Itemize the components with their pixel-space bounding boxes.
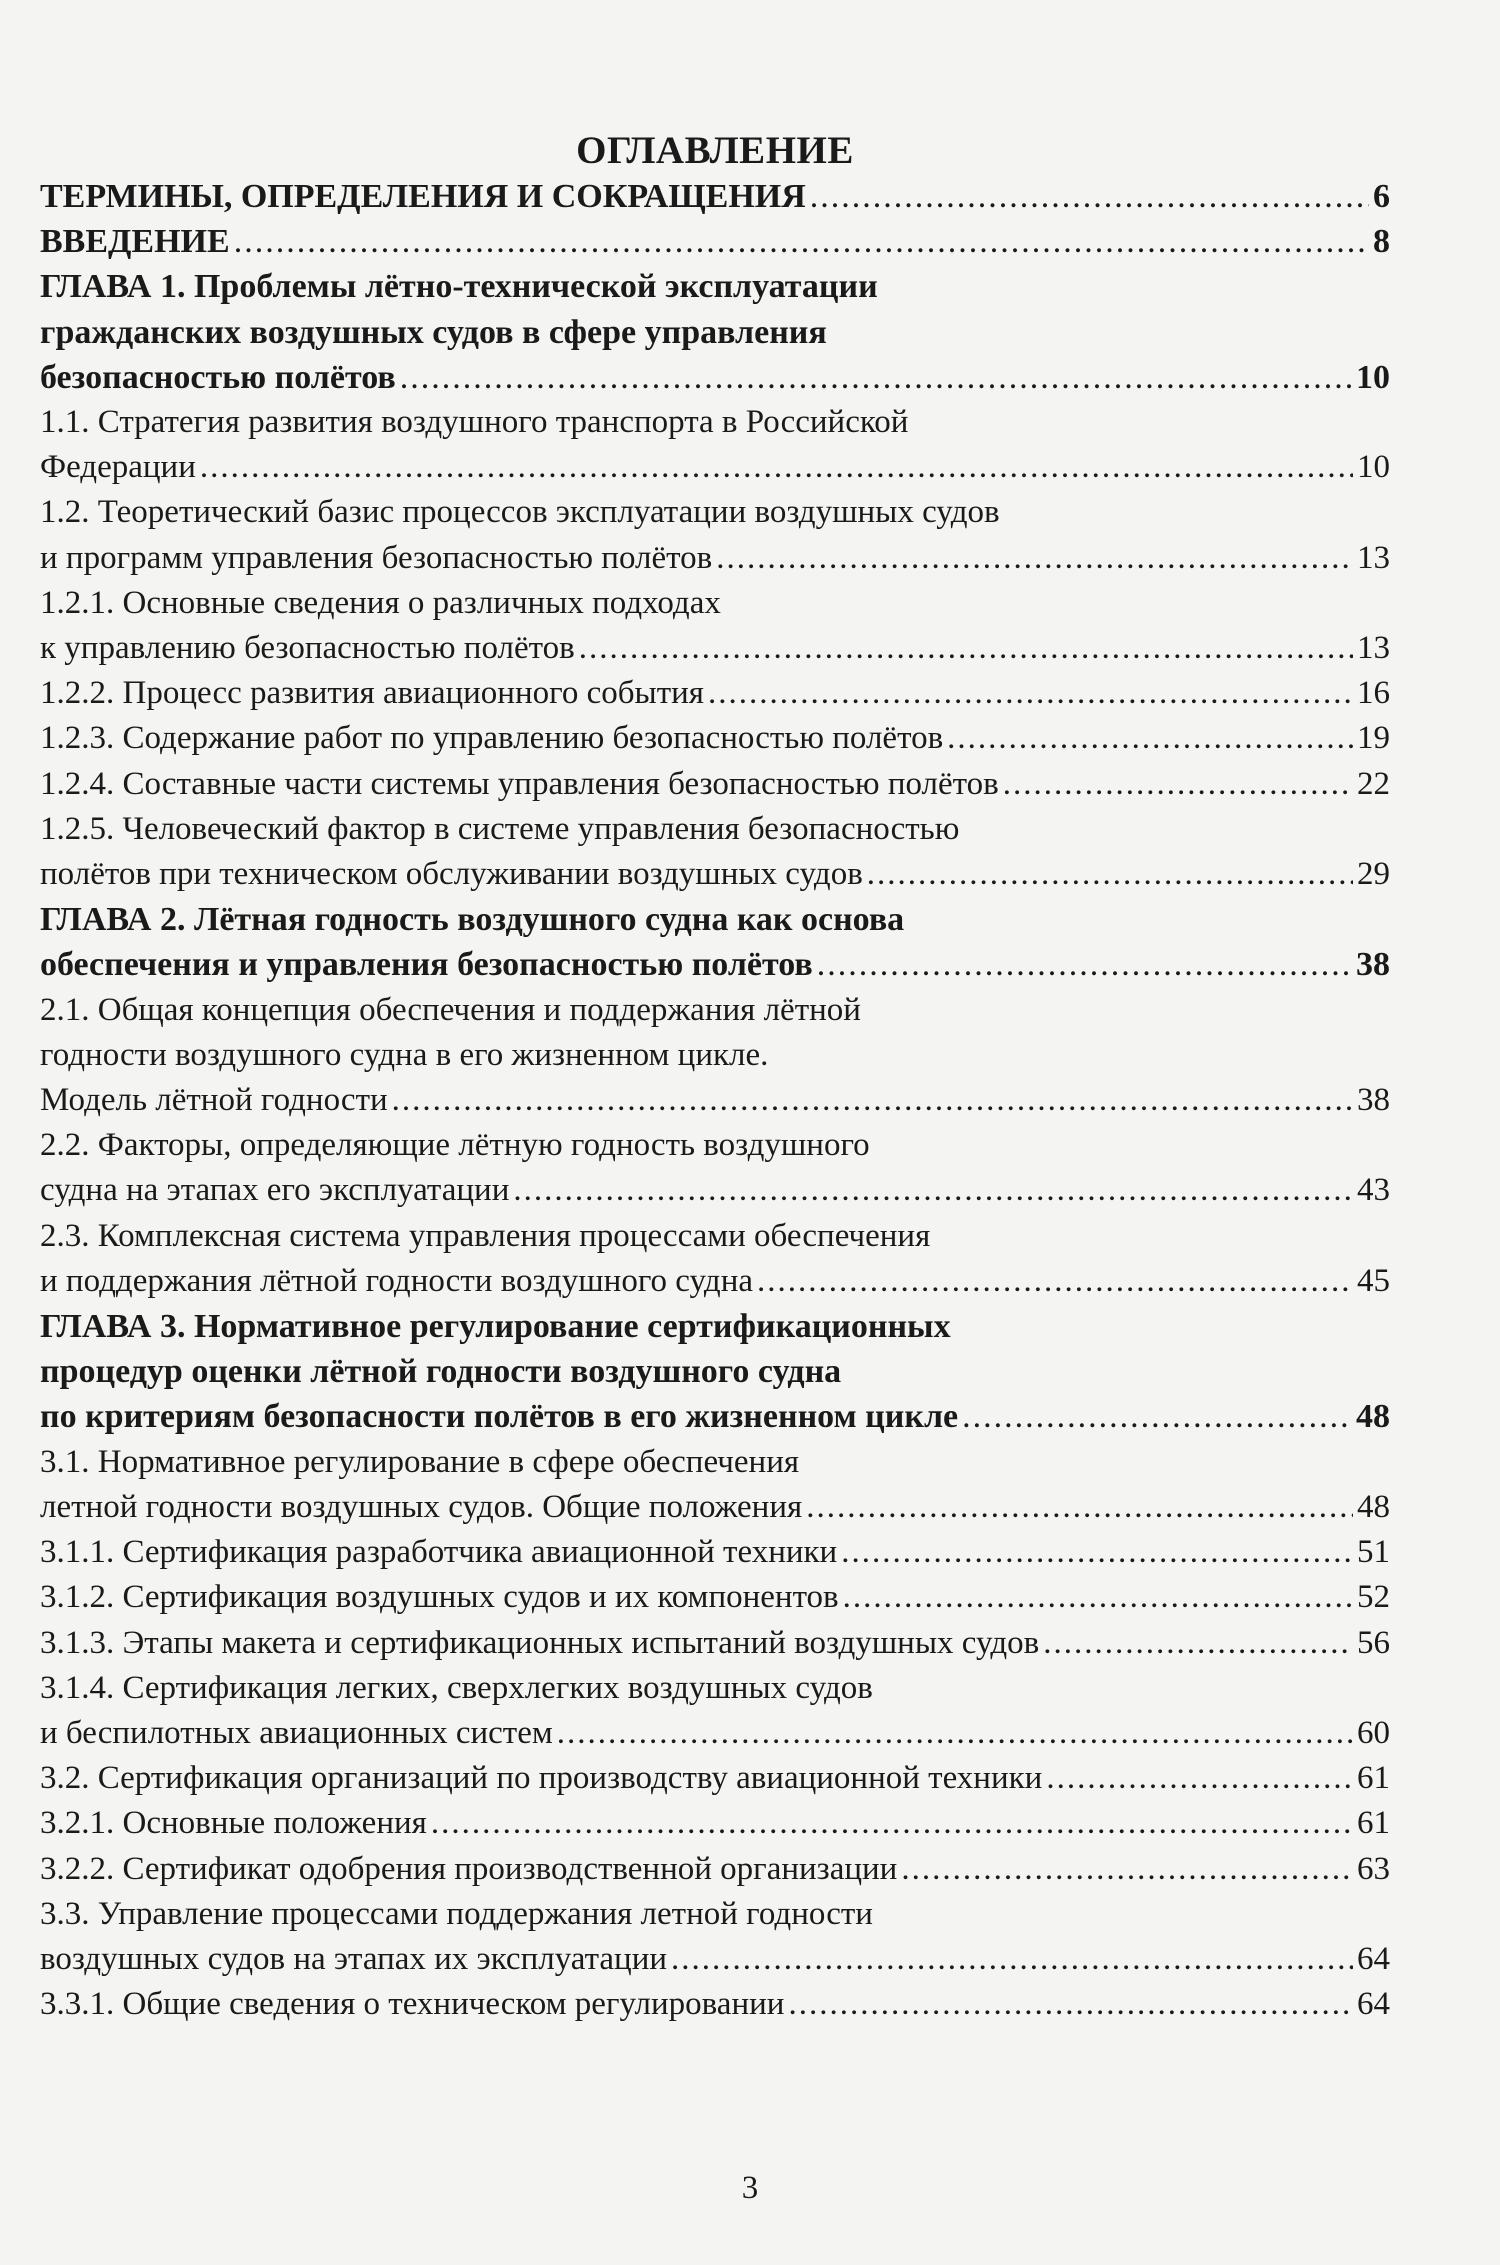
toc-entry-text-line: 1.2.3. Содержание работ по управлению безопасностью полётов: [40, 720, 944, 757]
dot-leader: [1046, 1756, 1353, 1801]
toc-entry-text-line: 3.3.1. Общие сведения о техническом регулировании: [40, 1986, 785, 2023]
toc-entry-leader-row: [40, 1847, 1390, 1892]
toc-entry[interactable]: [40, 490, 1390, 580]
toc-entry-page-number: 61: [1357, 1760, 1390, 1797]
dot-leader: [947, 716, 1353, 761]
toc-entry[interactable]: [40, 1304, 1390, 1440]
toc-entry-leader-row: [40, 219, 1390, 264]
toc-entry-leader-row: [40, 445, 1390, 490]
dot-leader: [579, 626, 1353, 671]
toc-entry-leader-row: [40, 536, 1390, 581]
toc-entry-text-line: воздушных судов на этапах их эксплуатации: [40, 1940, 668, 1977]
toc-entry-page-number: 38: [1356, 946, 1390, 984]
toc-entry-page-number: 56: [1357, 1624, 1390, 1661]
dot-leader: [557, 1711, 1353, 1756]
toc-entry-page-number: 64: [1357, 1986, 1390, 2023]
toc-entry-leader-row: [40, 716, 1390, 761]
dot-leader: [716, 536, 1353, 581]
toc-entry-text-line: гражданских воздушных судов в сфере управления: [40, 313, 827, 351]
toc-entry-page-number: 10: [1356, 358, 1390, 396]
toc-entry[interactable]: [40, 1621, 1390, 1666]
toc-entry-leader-row: [40, 1982, 1390, 2027]
toc-entry-text-line: 1.2.2. Процесс развития авиационного события: [40, 675, 704, 712]
page-title: ОГЛАВЛЕНИЕ: [576, 129, 854, 172]
toc-entry[interactable]: [40, 1214, 1390, 1304]
toc-entry-page-number: 10: [1357, 449, 1390, 486]
toc-entry-text-line: 2.1. Общая концепция обеспечения и поддержания лётной: [40, 991, 861, 1028]
toc-entry-page-number: 16: [1357, 675, 1390, 712]
toc-entry[interactable]: [40, 264, 1390, 400]
toc-entry-page-number: 60: [1357, 1714, 1390, 1751]
toc-entry-text-line: и беспилотных авиационных систем: [40, 1714, 553, 1751]
toc-entry-page-number: 48: [1356, 1398, 1390, 1436]
toc-entry[interactable]: [40, 1530, 1390, 1575]
toc-entry-page-number: 51: [1357, 1534, 1390, 1571]
toc-entry-text-line: 3.1.3. Этапы макета и сертификационных испытаний воздушных судов: [40, 1624, 1040, 1661]
dot-leader: [1043, 1621, 1353, 1666]
toc-entry-leader-row: [40, 1259, 1390, 1304]
dot-leader: [431, 1801, 1353, 1846]
toc-entry-leader-row: [40, 671, 1390, 716]
toc-entry-page-number: 8: [1373, 223, 1390, 261]
toc-entry-text-line: к управлению безопасностью полётов: [40, 630, 575, 667]
dot-leader: [788, 1982, 1353, 2027]
toc-entry-text-line: 3.1.1. Сертификация разработчика авиационной техники: [40, 1534, 838, 1571]
toc-page: [40, 128, 1390, 2027]
toc-entry[interactable]: [40, 988, 1390, 1124]
toc-entry-text-line: 1.2.1. Основные сведения о различных подходах: [40, 584, 721, 621]
toc-entry-text-line: ГЛАВА 3. Нормативное регулирование сертификационных: [40, 1308, 951, 1346]
toc-entry-leader-row: [40, 1168, 1390, 1213]
toc-entry[interactable]: [40, 1756, 1390, 1801]
dot-leader: [901, 1847, 1353, 1892]
toc-entry[interactable]: [40, 1801, 1390, 1846]
toc-entry[interactable]: [40, 581, 1390, 671]
toc-entry-text-line: по критериям безопасности полётов в его жизненном цикле: [40, 1398, 959, 1436]
toc-entry-text-line: 3.2.2. Сертификат одобрения производственной организации: [40, 1850, 898, 1887]
dot-leader: [817, 942, 1352, 987]
toc-entry-text-line: полётов при техническом обслуживании воздушных судов: [40, 856, 863, 893]
toc-entry-leader-row: [40, 1394, 1390, 1439]
toc-entry-leader-row: [40, 174, 1390, 219]
toc-entry-text-line: 3.1. Нормативное регулирование в сфере обеспечения: [40, 1443, 800, 1480]
toc-entry-text-line: 3.1.2. Сертификация воздушных судов и их компонентов: [40, 1579, 839, 1616]
toc-list: [40, 174, 1390, 2027]
toc-entry-text-line: Модель лётной годности: [40, 1082, 388, 1119]
toc-entry-page-number: 19: [1357, 720, 1390, 757]
dot-leader: [843, 1575, 1353, 1620]
toc-entry[interactable]: [40, 671, 1390, 716]
toc-entry-leader-row: [40, 1756, 1390, 1801]
toc-entry-text-line: 1.1. Стратегия развития воздушного транспорта в Российской: [40, 404, 909, 441]
toc-entry-leader-row: [40, 762, 1390, 807]
toc-entry-text-line: и программ управления безопасностью полётов: [40, 539, 713, 576]
toc-entry-page-number: 22: [1357, 765, 1390, 802]
dot-leader: [513, 1168, 1353, 1213]
toc-entry-page-number: 43: [1357, 1172, 1390, 1209]
toc-entry-text-line: безопасностью полётов: [40, 358, 396, 396]
dot-leader: [867, 852, 1353, 897]
toc-entry-text-line: ТЕРМИНЫ, ОПРЕДЕЛЕНИЯ И СОКРАЩЕНИЯ: [40, 178, 806, 215]
toc-entry-text-line: летной годности воздушных судов. Общие положения: [40, 1488, 803, 1525]
dot-leader: [392, 1078, 1353, 1123]
toc-entry-leader-row: [40, 1711, 1390, 1756]
toc-entry-text-line: ВВЕДЕНИЕ: [40, 223, 230, 261]
dot-leader: [841, 1530, 1353, 1575]
toc-entry-leader-row: [40, 1485, 1390, 1530]
toc-entry-text-line: обеспечения и управления безопасностью полётов: [40, 946, 813, 984]
toc-entry-leader-row: [40, 1801, 1390, 1846]
toc-entry-leader-row: [40, 1937, 1390, 1982]
toc-entry-text-line: 1.2. Теоретический базис процессов эксплуатации воздушных судов: [40, 494, 1000, 531]
dot-leader: [200, 445, 1353, 490]
toc-entry-leader-row: [40, 626, 1390, 671]
toc-entry-page-number: 13: [1357, 630, 1390, 667]
toc-entry[interactable]: [40, 174, 1390, 219]
toc-entry-text-line: годности воздушного судна в его жизненном цикле.: [40, 1036, 769, 1073]
toc-entry-leader-row: [40, 1530, 1390, 1575]
toc-entry-text-line: 3.2. Сертификация организаций по производству авиационной техники: [40, 1760, 1043, 1797]
toc-entry-page-number: 29: [1357, 856, 1390, 893]
toc-entry[interactable]: [40, 1575, 1390, 1620]
toc-entry-page-number: 52: [1357, 1579, 1390, 1616]
dot-leader: [671, 1937, 1353, 1982]
dot-leader: [1003, 762, 1353, 807]
toc-entry-page-number: 45: [1357, 1262, 1390, 1299]
toc-entry-text-line: Федерации: [40, 449, 196, 486]
dot-leader: [400, 355, 1352, 400]
toc-entry-page-number: 61: [1357, 1805, 1390, 1842]
dot-leader: [234, 219, 1369, 264]
toc-entry-page-number: 64: [1357, 1940, 1390, 1977]
dot-leader: [806, 1485, 1353, 1530]
toc-entry-page-number: 13: [1357, 539, 1390, 576]
toc-entry-leader-row: [40, 1078, 1390, 1123]
toc-entry-leader-row: [40, 942, 1390, 987]
toc-entry[interactable]: [40, 807, 1390, 897]
dot-leader: [962, 1394, 1352, 1439]
toc-entry[interactable]: [40, 1982, 1390, 2027]
toc-entry-page-number: 6: [1373, 178, 1390, 215]
toc-entry[interactable]: [40, 716, 1390, 761]
toc-entry-text-line: 3.2.1. Основные положения: [40, 1805, 427, 1842]
toc-entry[interactable]: [40, 400, 1390, 490]
toc-entry[interactable]: [40, 762, 1390, 807]
toc-entry-text-line: и поддержания лётной годности воздушного судна: [40, 1262, 754, 1299]
dot-leader: [708, 671, 1353, 716]
toc-entry-leader-row: [40, 852, 1390, 897]
toc-entry[interactable]: [40, 1440, 1390, 1530]
dot-leader: [757, 1259, 1353, 1304]
toc-entry[interactable]: [40, 1892, 1390, 1982]
toc-entry-text-line: 2.3. Комплексная система управления процессами обеспечения: [40, 1217, 931, 1254]
toc-entry-text-line: ГЛАВА 1. Проблемы лётно-технической эксплуатации: [40, 268, 878, 306]
toc-entry-text-line: 3.3. Управление процессами поддержания летной годности: [40, 1895, 873, 1932]
toc-entry-text-line: 1.2.5. Человеческий фактор в системе управления безопасностью: [40, 810, 960, 847]
toc-entry-leader-row: [40, 1575, 1390, 1620]
toc-entry-page-number: 48: [1357, 1488, 1390, 1525]
page-number: 3: [741, 2170, 759, 2206]
dot-leader: [810, 174, 1369, 219]
toc-entry-leader-row: [40, 1621, 1390, 1666]
toc-entry-page-number: 38: [1357, 1082, 1390, 1119]
toc-entry-text-line: процедур оценки лётной годности воздушного судна: [40, 1353, 842, 1391]
toc-entry[interactable]: [40, 1123, 1390, 1213]
toc-entry[interactable]: [40, 219, 1390, 264]
toc-entry[interactable]: [40, 1847, 1390, 1892]
toc-entry[interactable]: [40, 897, 1390, 987]
toc-entry-text-line: 1.2.4. Составные части системы управления безопасностью полётов: [40, 765, 999, 802]
toc-entry-text-line: ГЛАВА 2. Лётная годность воздушного судна как основа: [40, 901, 905, 939]
toc-entry-text-line: 3.1.4. Сертификация легких, сверхлегких воздушных судов: [40, 1669, 873, 1706]
toc-entry-page-number: 63: [1357, 1850, 1390, 1887]
toc-entry[interactable]: [40, 1666, 1390, 1756]
toc-entry-leader-row: [40, 355, 1390, 400]
toc-entry-text-line: судна на этапах его эксплуатации: [40, 1172, 510, 1209]
toc-entry-text-line: 2.2. Факторы, определяющие лётную годность воздушного: [40, 1127, 870, 1164]
